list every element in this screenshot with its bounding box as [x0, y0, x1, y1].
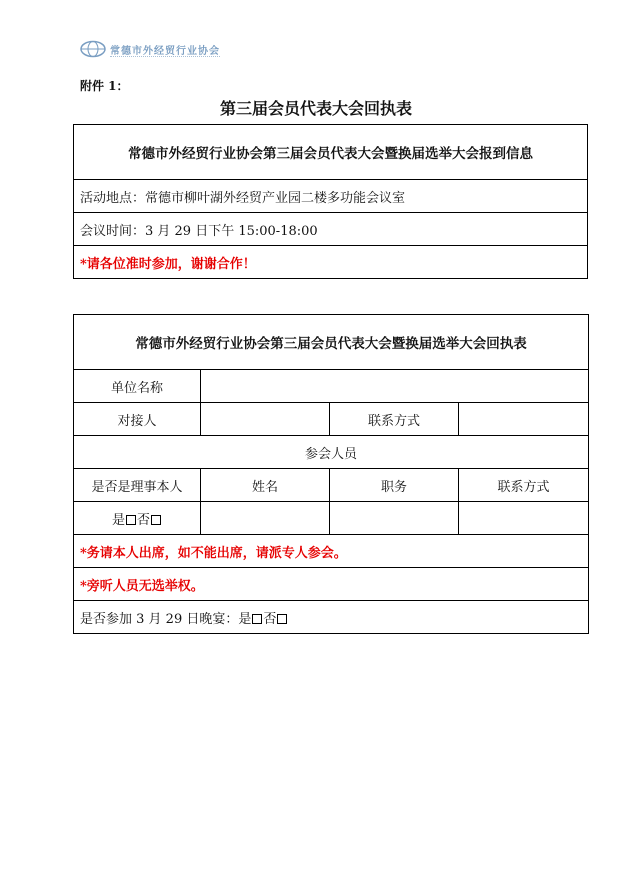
column-name: 姓名	[201, 469, 330, 502]
time-text: 会议时间：3 月 29 日下午 15:00-18:00	[74, 213, 588, 246]
info-table-heading: 常德市外经贸行业协会第三届会员代表大会暨换届选举大会报到信息	[74, 125, 588, 180]
info-table	[73, 124, 588, 279]
globe-logo-icon	[80, 40, 106, 58]
yes-checkbox[interactable]	[126, 515, 136, 525]
document-title: 第三届会员代表大会回执表	[219, 99, 412, 118]
attachment-label: 附件 1：	[80, 79, 129, 93]
punctuality-notice: *请各位准时参加，谢谢合作！	[74, 246, 588, 279]
director-choice-cell	[74, 502, 201, 535]
dinner-no-checkbox[interactable]	[277, 614, 287, 624]
column-is-director: 是否是理事本人	[74, 469, 201, 502]
column-position: 职务	[330, 469, 459, 502]
logo-subtitle-line	[110, 56, 220, 59]
receipt-table	[73, 314, 589, 634]
contact-person-label: 对接人	[74, 403, 201, 436]
attendees-label: 参会人员	[74, 436, 589, 469]
yes-label: 是	[111, 512, 125, 528]
logo-text: 常德市外经贸行业协会	[110, 45, 220, 57]
no-checkbox[interactable]	[151, 515, 161, 525]
unit-name-label: 单位名称	[74, 370, 201, 403]
contact-person-field[interactable]	[201, 403, 330, 436]
observer-note: *旁听人员无选举权。	[74, 568, 589, 601]
attendance-note: *务请本人出席，如不能出席，请派专人参会。	[74, 535, 589, 568]
contact-info-label: 联系方式	[330, 403, 459, 436]
column-contact: 联系方式	[459, 469, 589, 502]
attendee-position-field[interactable]	[330, 502, 459, 535]
attendee-name-field[interactable]	[201, 502, 330, 535]
receipt-table-heading: 常德市外经贸行业协会第三届会员代表大会暨换届选举大会回执表	[74, 315, 589, 370]
dinner-yes-checkbox[interactable]	[252, 614, 262, 624]
dinner-row	[74, 601, 589, 634]
attendee-contact-field[interactable]	[459, 502, 589, 535]
location-text: 活动地点：常德市柳叶湖外经贸产业园二楼多功能会议室	[74, 180, 588, 213]
unit-name-field[interactable]	[201, 370, 589, 403]
dinner-no-label: 否	[263, 611, 277, 627]
dinner-question: 是否参加 3 月 29 日晚宴：是	[80, 611, 252, 627]
contact-info-field[interactable]	[459, 403, 589, 436]
no-label: 否	[137, 512, 151, 528]
